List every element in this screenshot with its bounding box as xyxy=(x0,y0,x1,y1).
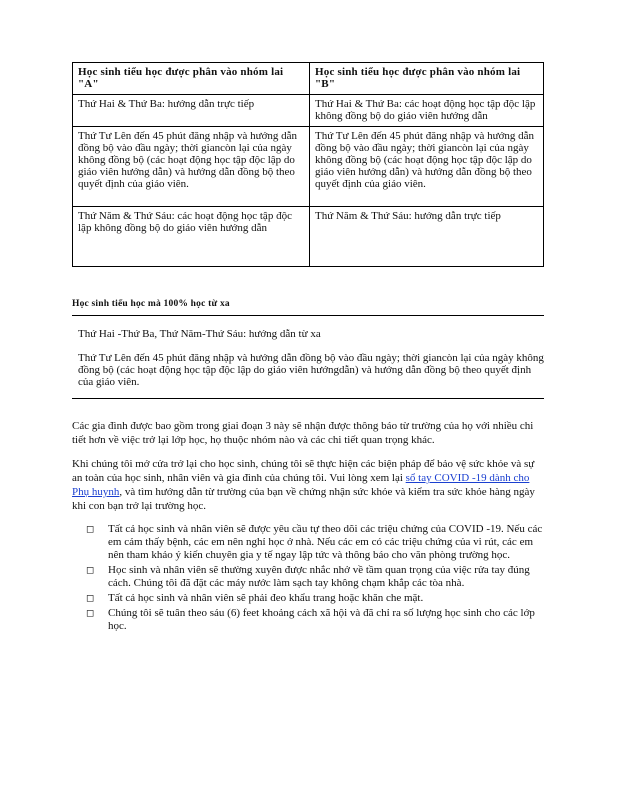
safety-bullet-list xyxy=(72,523,544,633)
list-item xyxy=(86,564,544,590)
cell-a-wed: Thứ Tư Lên đến 45 phút đăng nhập và hướng dẫn đồng bộ vào đầu ngày; thời giancòn lại của ngày không đồng bộ (các hoạt động học tập độc lập do giáo viên hướng dẫn) và hướng dẫn đồng bộ theo quyết định của giáo viên. xyxy=(73,127,310,207)
bullet-text: Tất cả học sinh và nhân viên sẽ được yêu cầu tự theo dõi các triệu chứng của COVID -19. Nếu các em cảm thấy bệnh, các em nên nghỉ học ở nhà. Nếu các em có các triệu chứng của vi rút, các em nên tham khảo ý kiến chuyên gia y tế ngay lập tức và thông báo cho văn phòng trường học. xyxy=(108,523,543,561)
remote-header-text: Học sinh tiểu học mà 100% học từ xa xyxy=(72,299,230,309)
hybrid-schedule-table xyxy=(72,62,544,267)
bullet-text: Chúng tôi sẽ tuân theo sáu (6) feet khoảng cách xã hội và đã chỉ ra số lượng học sinh cho các lớp học. xyxy=(108,607,535,632)
table-row xyxy=(73,95,544,127)
covid-handbook-link[interactable]: sổ tay COVID -19 dành cho Phụ huynh xyxy=(72,472,530,498)
paragraph-families: Các gia đình được bao gồm trong giai đoạn 3 này sẽ nhận được thông báo từ trường của họ với nhiều chi tiết hơn về việc trở lại lớp học, họ thuộc nhóm nào và các chi tiết quan trọng khác. xyxy=(72,420,534,446)
bullet-icon: ◻ xyxy=(86,608,95,619)
cell-a-mon-tue: Thứ Hai & Thứ Ba: hướng dẫn trực tiếp xyxy=(73,95,310,127)
document-page xyxy=(72,62,544,635)
header-group-a: Học sinh tiểu học được phân vào nhóm lai "A" xyxy=(73,63,310,95)
cell-b-wed: Thứ Tư Lên đến 45 phút đăng nhập và hướng dẫn đồng bộ vào đầu ngày; thời giancòn lại của ngày không đồng bộ (các hoạt động học tập độc lập do giáo viên hướng dẫn) và hướng dẫn đồng bộ theo quyết định của giáo viên. xyxy=(310,127,544,207)
cell-b-thu-fri: Thứ Năm & Thứ Sáu: hướng dẫn trực tiếp xyxy=(310,207,544,267)
bullet-icon: ◻ xyxy=(86,565,95,576)
list-item xyxy=(86,592,544,605)
remote-line-1: Thứ Hai -Thứ Ba, Thứ Năm-Thứ Sáu: hướng dẫn từ xa xyxy=(78,328,321,340)
remote-section-body xyxy=(72,316,544,399)
remote-line-2: Thứ Tư Lên đến 45 phút đăng nhập và hướng dẫn đồng bộ vào đầu ngày; thời giancòn lại của ngày không đồng bộ (các hoạt động học tập độc lập do giáo viên hướngdẫn) và hướng dẫn đồng bộ theo quyết định của giáo viên. xyxy=(78,352,544,388)
paragraph-safety-start: Khi chúng tôi mở cửa trở lại cho học sinh, chúng tôi sẽ thực hiện các biện pháp để bảo vệ sức khỏe và sự an toàn của học sinh, nhân viên và gia đình của chúng tôi. Vui lòng xem lại xyxy=(72,458,535,484)
header-group-b: Học sinh tiểu học được phân vào nhóm lai "B" xyxy=(310,63,544,95)
cell-b-mon-tue: Thứ Hai & Thứ Ba: các hoạt động học tập độc lập không đồng bộ do giáo viên hướng dẫn xyxy=(310,95,544,127)
body-text xyxy=(72,419,544,513)
paragraph-safety-end: , và tìm hướng dẫn từ trường của bạn về chứng nhận sức khỏe và kiểm tra sức khỏe hàng ngày khi con bạn trở lại trường học. xyxy=(72,486,535,512)
bullet-text: Học sinh và nhân viên sẽ thường xuyên được nhắc nhở về tầm quan trọng của việc rửa tay đúng cách. Chúng tôi đã đặt các máy nước làm sạch tay không chạm khắp các tòa nhà. xyxy=(108,564,530,589)
list-item xyxy=(86,607,544,633)
bullet-text: Tất cả học sinh và nhân viên sẽ phải đeo khẩu trang hoặc khăn che mặt. xyxy=(108,592,424,604)
bullet-icon: ◻ xyxy=(86,593,95,604)
table-row xyxy=(73,207,544,267)
paragraph-safety xyxy=(72,457,544,513)
table-row xyxy=(73,127,544,207)
cell-a-thu-fri: Thứ Năm & Thứ Sáu: các hoạt động học tập độc lập không đồng bộ do giáo viên hướng dẫn xyxy=(73,207,310,267)
bullet-icon: ◻ xyxy=(86,524,95,535)
remote-section-header xyxy=(72,293,544,316)
table-header-row xyxy=(73,63,544,95)
list-item xyxy=(86,523,544,562)
